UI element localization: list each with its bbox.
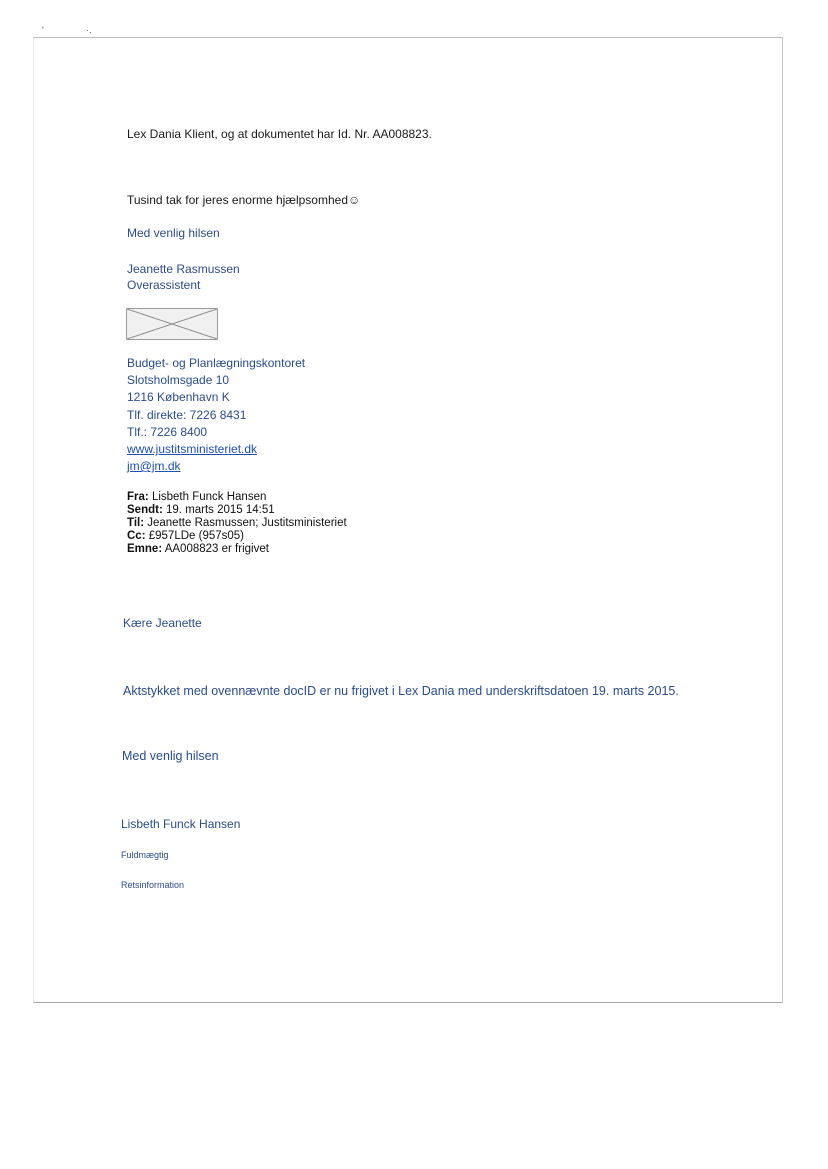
- subject-value: AA008823 er frigivet: [164, 543, 269, 555]
- office-name: Budget- og Planlægningskontoret: [127, 356, 306, 370]
- phone-main: Tlf.: 7226 8400: [127, 425, 208, 439]
- street-address: Slotsholmsgade 10: [127, 373, 230, 387]
- to-value: Jeanette Rasmussen; Justitsministeriet: [147, 517, 347, 529]
- website-link[interactable]: www.justitsministeriet.dk: [127, 442, 258, 456]
- header-to: [127, 517, 347, 530]
- sender-title: Overassistent: [127, 278, 201, 292]
- message-line: Lex Dania Klient, og at dokumentet har Id. Nr. AA008823.: [127, 127, 432, 141]
- phone-direct: Tlf. direkte: 7226 8431: [127, 408, 247, 422]
- reply-sender-title: Fuldmægtig: [121, 850, 169, 860]
- scan-mark-left: ': [42, 25, 44, 35]
- from-label: Fra:: [127, 491, 149, 503]
- reply-sender-department: Retsinformation: [121, 880, 185, 890]
- scan-mark-right: ·.: [86, 25, 92, 35]
- city-address: 1216 København K: [127, 390, 230, 404]
- header-subject: [127, 543, 269, 556]
- sent-value: 19. marts 2015 14:51: [165, 504, 275, 516]
- reply-greeting: Med venlig hilsen: [122, 749, 219, 763]
- cc-label: Cc:: [127, 530, 146, 542]
- email-link[interactable]: jm@jm.dk: [127, 459, 181, 473]
- reply-sender-name: Lisbeth Funck Hansen: [121, 817, 241, 831]
- cc-value: £957LDe (957s05): [148, 530, 244, 542]
- reply-salutation: Kære Jeanette: [123, 616, 202, 630]
- greeting: Med venlig hilsen: [127, 226, 220, 240]
- thanks-line: Tusind tak for jeres enorme hjælpsomhed☺: [127, 193, 361, 207]
- header-from: [127, 491, 266, 504]
- header-sent: [127, 504, 275, 517]
- subject-label: Emne:: [127, 543, 163, 555]
- sent-label: Sendt:: [127, 504, 163, 516]
- from-value: Lisbeth Funck Hansen: [151, 491, 267, 503]
- to-label: Til:: [127, 517, 145, 529]
- broken-image-icon: [126, 308, 218, 340]
- reply-body: Aktstykket med ovennævnte docID er nu frigivet i Lex Dania med underskriftsdatoen 19. marts 2015.: [123, 684, 679, 698]
- header-cc: [127, 530, 244, 543]
- sender-name: Jeanette Rasmussen: [127, 262, 240, 276]
